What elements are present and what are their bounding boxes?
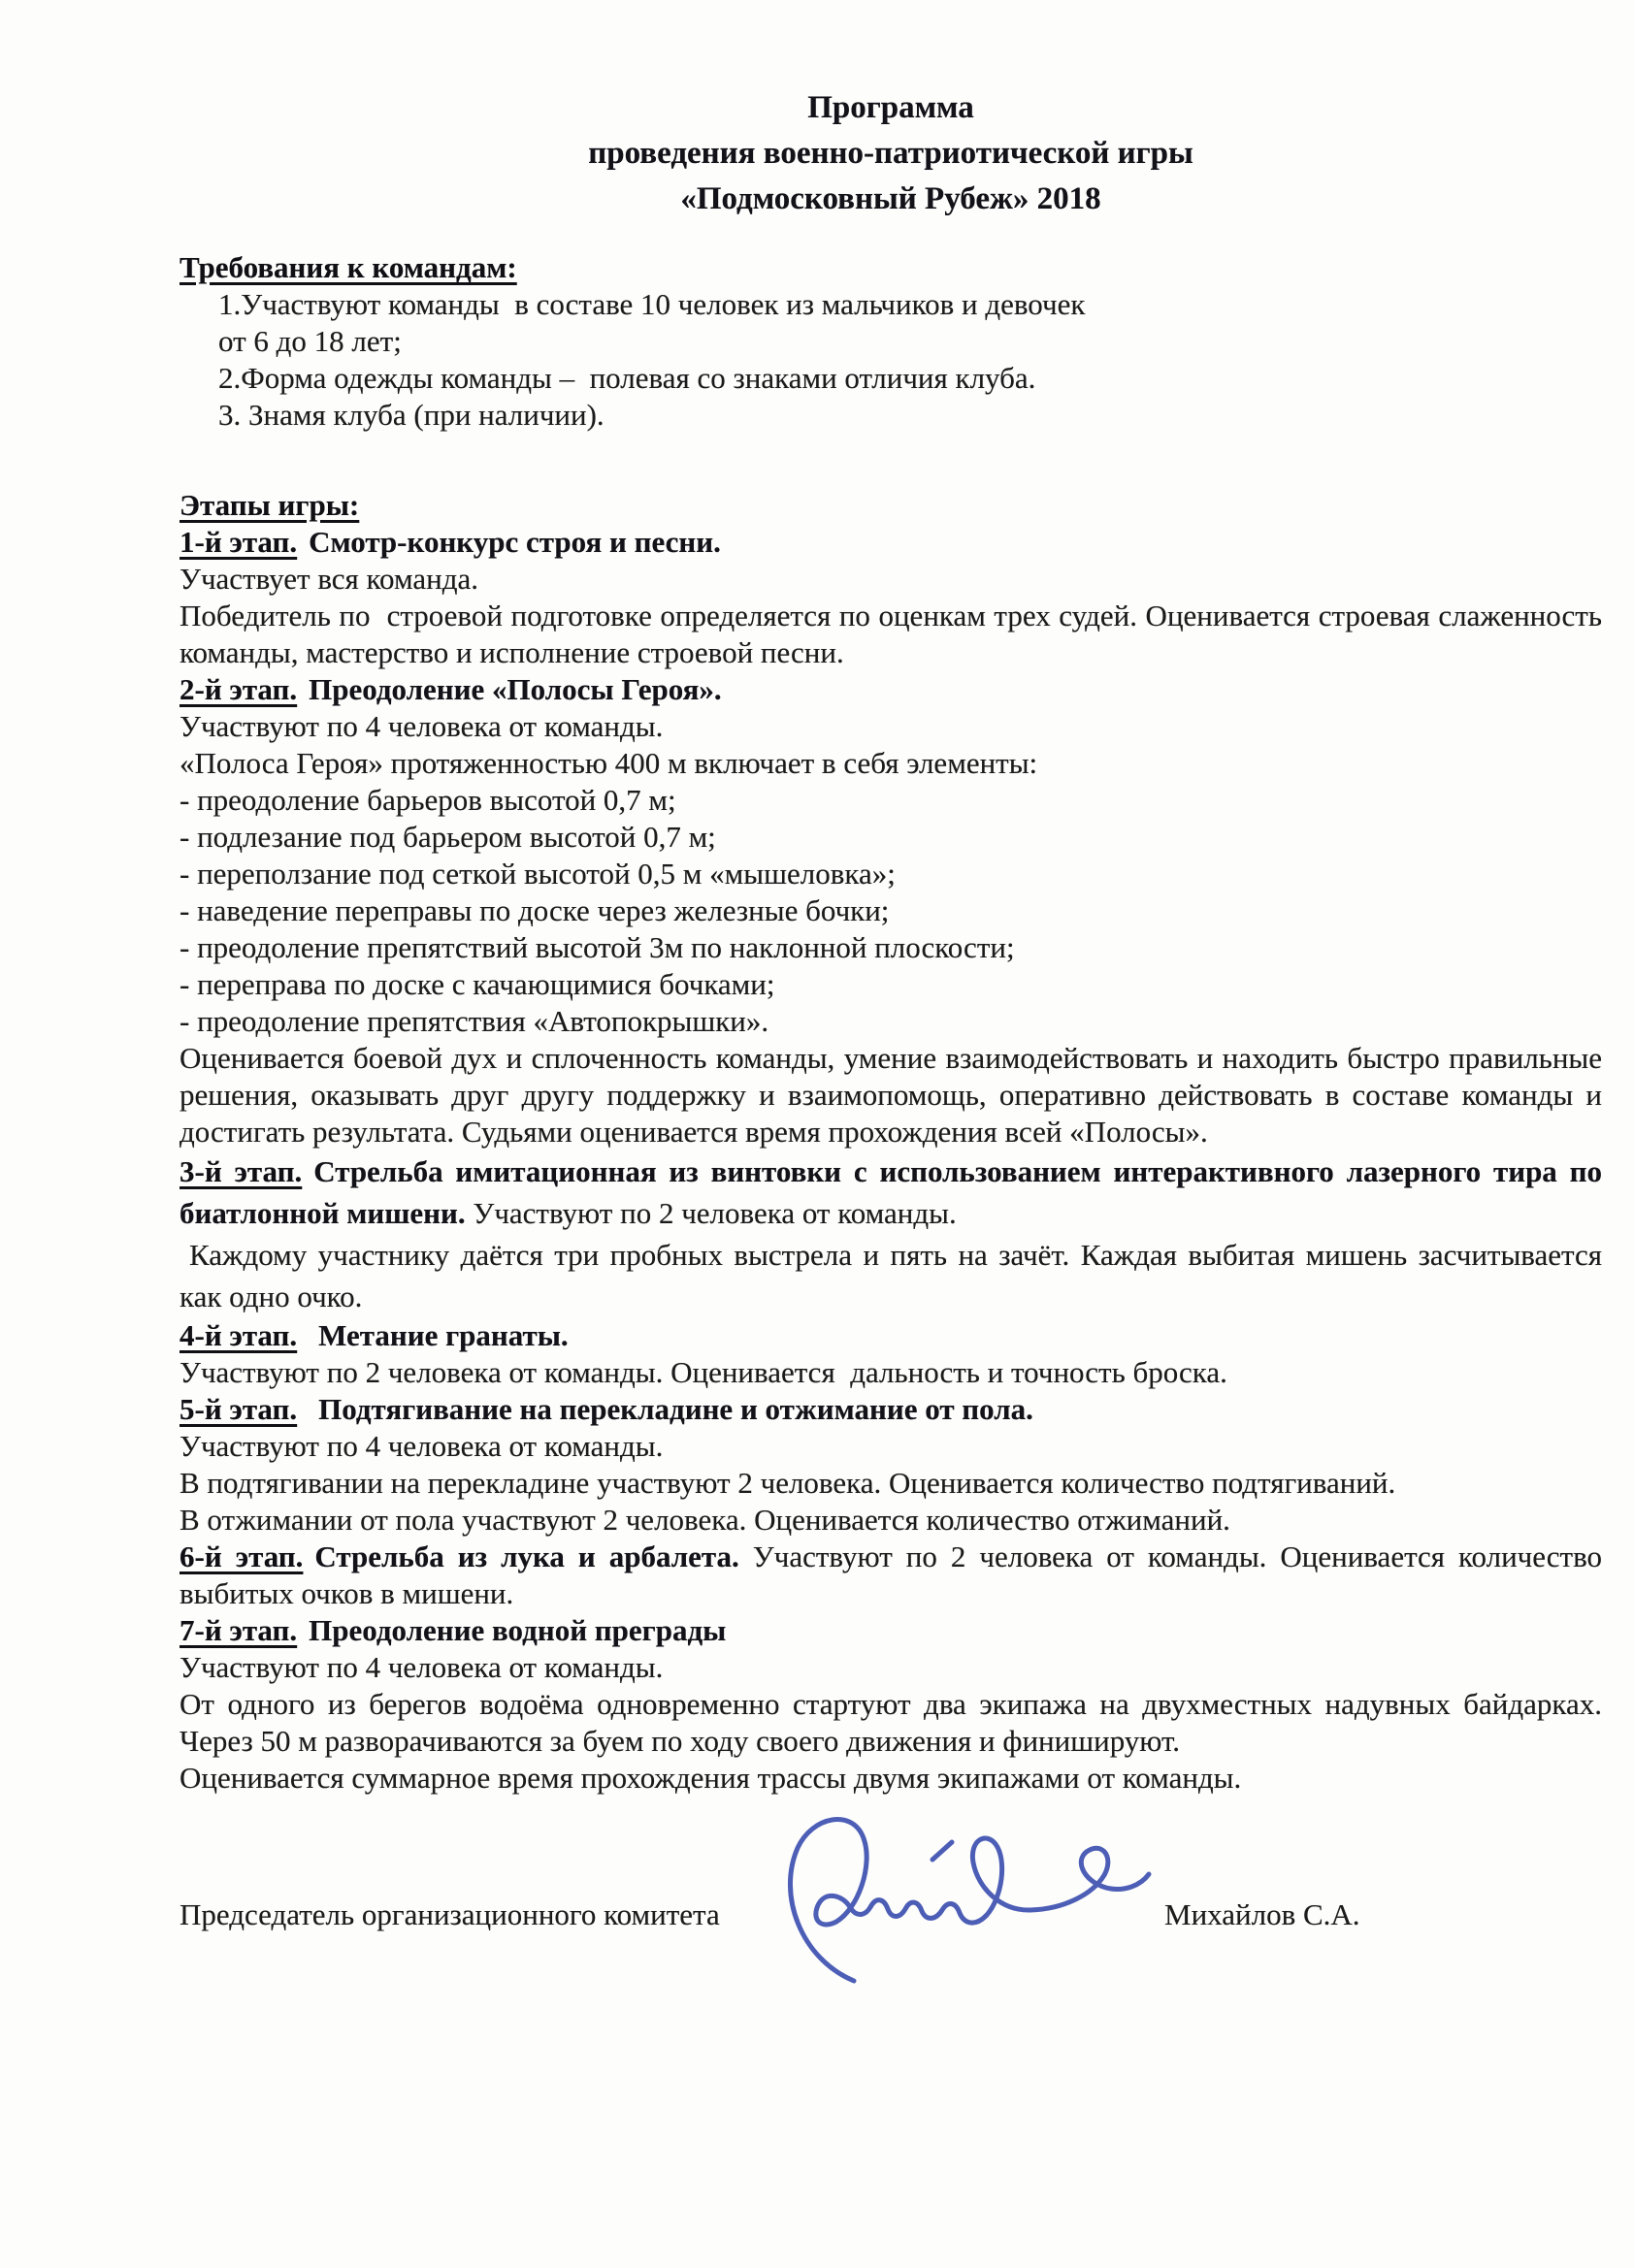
requirements-heading-text: Требования к командам: [180, 250, 517, 284]
stage-6-title: Стрельба из лука и арбалета. [314, 1539, 739, 1573]
stage-7-line-3: Оценивается суммарное время прохождения трассы двумя экипажами от команды. [180, 1761, 1242, 1795]
stage-5-line-1: Участвуют по 4 человека от команды. [180, 1429, 664, 1463]
requirements-heading [180, 249, 1602, 286]
stage-7-number: 7-й этап. [180, 1613, 298, 1647]
requirement-item-1-line-2: от 6 до 18 лет; [218, 324, 402, 358]
stage-1-line-1: Участвует вся команда. [180, 562, 478, 596]
stage-2-obstacle-item: - переправа по доске с качающимися бочками; [180, 967, 775, 1001]
stage-6-number: 6-й этап. [180, 1539, 304, 1573]
stage-2-obstacle-item: - наведение переправы по доске через железные бочки; [180, 893, 890, 927]
stage-4-line-1: Участвуют по 2 человека от команды. Оценивается дальность и точность броска. [180, 1355, 1227, 1389]
stage-1-title: Смотр-конкурс строя и песни. [309, 525, 721, 559]
stage-7-heading [180, 1612, 1602, 1649]
requirements-section [180, 249, 1602, 434]
stage-7-paragraph: От одного из берегов водоёма одновременно стартуют два экипажа на двухместных надувных байдарках. Через 50 м разворачиваются за буем по ходу своего движения и финишируют. [180, 1687, 1602, 1758]
stage-3-title: Стрельба имитационная из винтовки с использованием интерактивного лазерного тира по биатлонной мишени. [180, 1154, 1603, 1230]
stage-5-heading [180, 1391, 1602, 1428]
stage-4-number: 4-й этап. [180, 1318, 298, 1352]
stage-1-number: 1-й этап. [180, 525, 298, 559]
stage-4-title: Метание гранаты. [318, 1318, 569, 1352]
stage-4-section [180, 1317, 1602, 1391]
stage-6-participants: Участвуют по 2 человека от команды. Оценивается количество выбитых очков в мишени. [180, 1539, 1603, 1610]
stage-2-heading [180, 671, 1602, 708]
stage-7-title: Преодоление водной преграды [309, 1613, 727, 1647]
stage-3-number: 3-й этап. [180, 1154, 303, 1188]
stage-5-line-2: В подтягивании на перекладине участвуют 2 человека. Оценивается количество подтягиваний. [180, 1466, 1396, 1500]
stage-6-section [180, 1539, 1602, 1612]
stage-2-section [180, 671, 1602, 1150]
stages-heading-wrap [180, 487, 1602, 524]
stage-7-section [180, 1612, 1602, 1797]
stage-2-obstacle-item: - переползание под сеткой высотой 0,5 м «мышеловка»; [180, 857, 896, 891]
stage-4-heading [180, 1317, 1602, 1354]
document-title [180, 85, 1602, 222]
stage-3-paragraph: Каждому участнику даётся три пробных выстрела и пять на зачёт. Каждая выбитая мишень засчитывается как одно очко. [180, 1238, 1602, 1313]
stage-6-heading [180, 1539, 1602, 1612]
stage-2-obstacle-item: - преодоление барьеров высотой 0,7 м; [180, 783, 676, 817]
stage-5-title: Подтягивание на перекладине и отжимание от пола. [318, 1392, 1033, 1426]
stage-3-heading [180, 1150, 1602, 1234]
stage-2-obstacle-item: - подлезание под барьером высотой 0,7 м; [180, 820, 716, 854]
stage-2-number: 2-й этап. [180, 672, 298, 706]
requirement-item-3: 3. Знамя клуба (при наличии). [218, 398, 605, 432]
stage-3-participants: Участвуют по 2 человека от команды. [473, 1196, 957, 1230]
document-content [180, 85, 1602, 2025]
title-line-1: Программа [807, 90, 974, 125]
stage-2-line-2: «Полоса Героя» протяженностью 400 м включает в себя элементы: [180, 746, 1038, 780]
stages-heading-text: Этапы игры: [180, 488, 360, 522]
handwritten-signature-image [762, 1801, 1169, 1991]
stage-1-heading [180, 524, 1602, 561]
stages-heading [180, 487, 1602, 524]
stage-5-line-3: В отжимании от пола участвуют 2 человека. Оценивается количество отжиманий. [180, 1503, 1230, 1537]
requirement-item-2: 2.Форма одежды команды – полевая со знаками отличия клуба. [218, 361, 1036, 395]
stage-5-number: 5-й этап. [180, 1392, 298, 1426]
stage-5-section [180, 1391, 1602, 1539]
stage-7-line-1: Участвуют по 4 человека от команды. [180, 1650, 664, 1684]
stage-3-section [180, 1150, 1602, 1317]
stage-2-title: Преодоление «Полосы Героя». [309, 672, 722, 706]
signature-label: Председатель организационного комитета [180, 1897, 720, 1931]
stage-1-section [180, 524, 1602, 671]
title-line-3: «Подмосковный Рубеж» 2018 [680, 181, 1101, 216]
stage-2-obstacle-item: - преодоление препятствия «Автопокрышки». [180, 1004, 769, 1038]
stage-2-obstacle-item: - преодоление препятствий высотой 3м по наклонной плоскости; [180, 930, 1015, 964]
title-line-2: проведения военно-патриотической игры [588, 136, 1193, 171]
signature-name: Михайлов С.А. [1164, 1897, 1360, 1931]
requirement-item-1-line-1: 1.Участвуют команды в составе 10 человек из мальчиков и девочек [218, 287, 1086, 321]
stage-2-line-1: Участвуют по 4 человека от команды. [180, 709, 664, 743]
requirements-list [180, 286, 1602, 434]
stage-2-paragraph: Оценивается боевой дух и сплоченность команды, умение взаимодействовать и находить быстро правильные решения, оказывать друг другу поддержку и взаимопомощь, оперативно действовать в составе команды и достигать результата. Судьями оценивается время прохождения всей «Полосы». [180, 1041, 1602, 1149]
signature-row [180, 1879, 1602, 2025]
stage-1-paragraph: Победитель по строевой подготовке определяется по оценкам трех судей. Оценивается строевая слаженность команды, мастерство и исполнение строевой песни. [180, 599, 1602, 669]
